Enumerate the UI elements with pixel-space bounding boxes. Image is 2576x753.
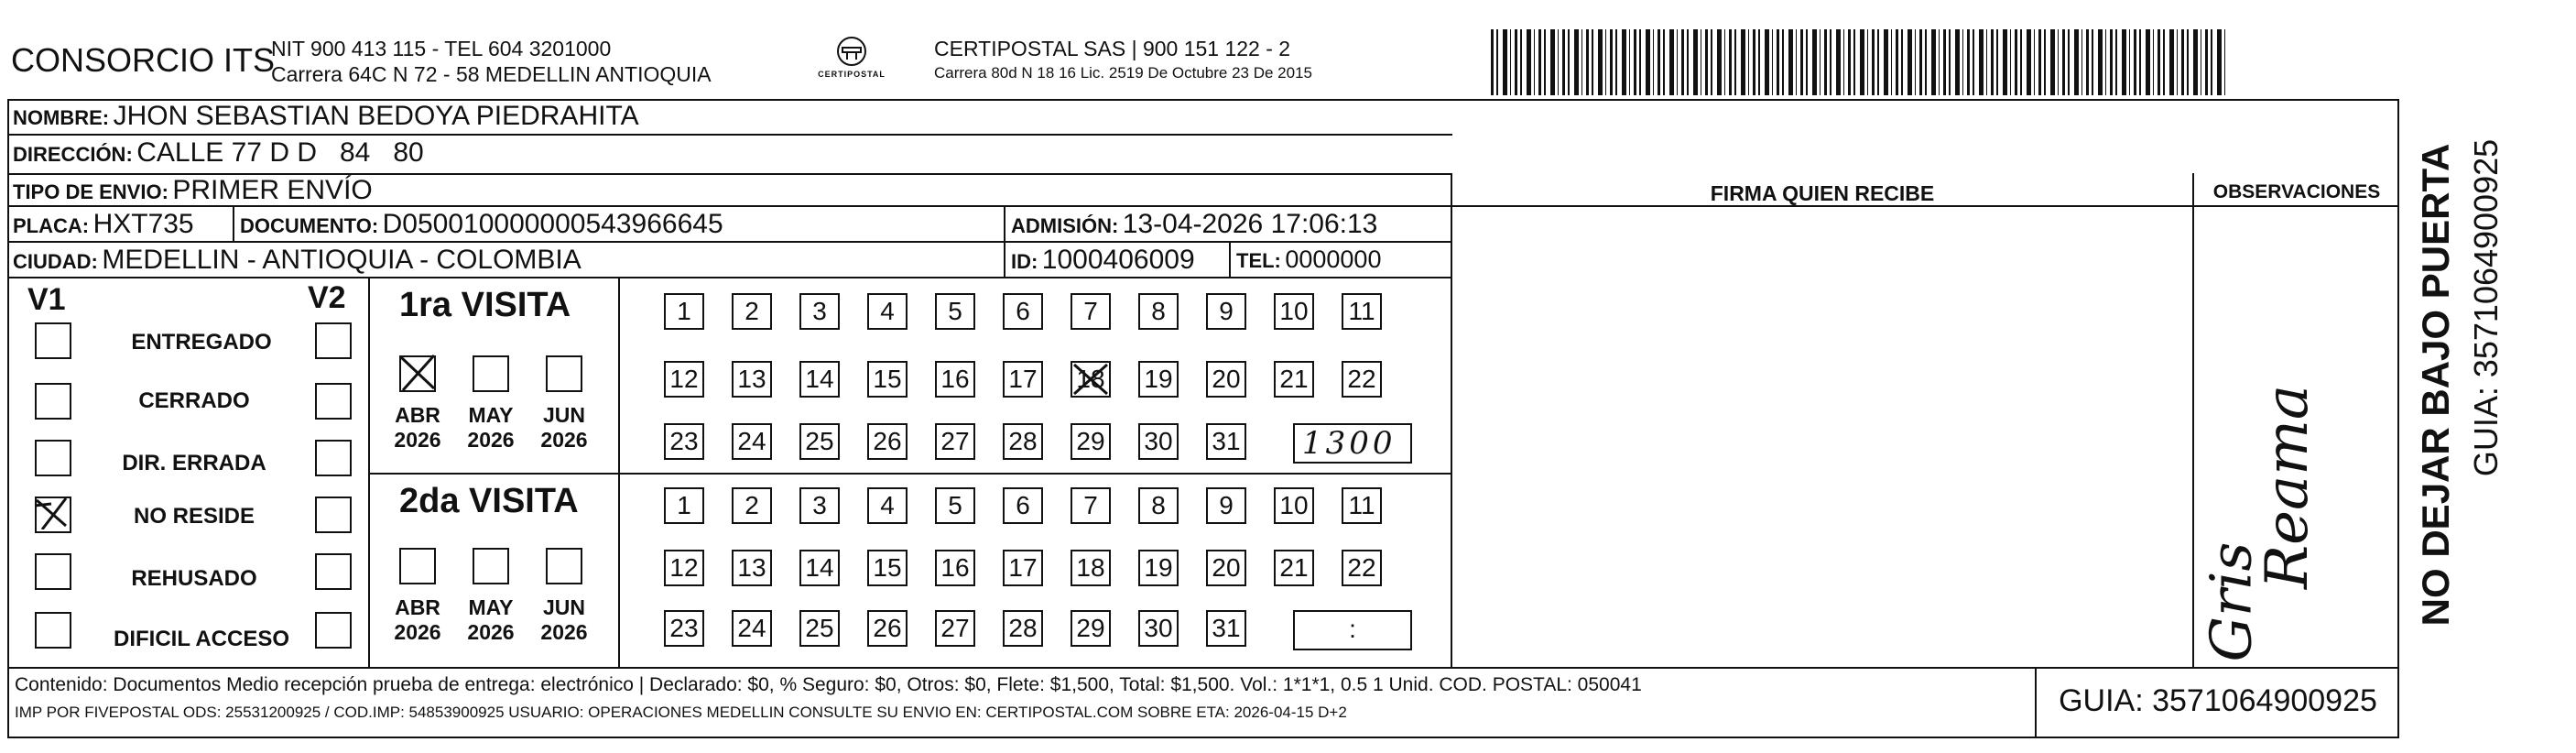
documento-field xyxy=(240,209,723,240)
status-cerrado: CERRADO xyxy=(138,388,250,413)
v1-checkbox-no-reside[interactable] xyxy=(35,497,71,533)
first-day-23[interactable]: 23 xyxy=(664,423,704,460)
side-guia xyxy=(2463,128,2509,641)
first-day-29[interactable]: 29 xyxy=(1071,423,1111,460)
second-day-31[interactable]: 31 xyxy=(1206,610,1246,647)
second-day-17[interactable]: 17 xyxy=(1003,550,1043,586)
second-day-14[interactable]: 14 xyxy=(799,550,840,586)
side-note xyxy=(2408,128,2463,641)
first-day-6[interactable]: 6 xyxy=(1003,293,1043,330)
handwritten-observation xyxy=(2194,207,2399,667)
first-day-17[interactable]: 17 xyxy=(1003,361,1043,398)
second-day-3[interactable]: 3 xyxy=(799,487,840,524)
second-day-12[interactable]: 12 xyxy=(664,550,704,586)
first-day-9[interactable]: 9 xyxy=(1206,293,1246,330)
second-day-28[interactable]: 28 xyxy=(1003,610,1043,647)
tipo-envio-field xyxy=(13,175,373,206)
first-month-label-may: MAY 2026 xyxy=(467,403,515,452)
v2-checkbox-cerrado[interactable] xyxy=(315,383,352,420)
status-entregado: ENTREGADO xyxy=(131,330,272,355)
admision-field xyxy=(1011,209,1377,240)
first-day-1[interactable]: 1 xyxy=(664,293,704,330)
second-day-25[interactable]: 25 xyxy=(799,610,840,647)
first-day-11[interactable]: 11 xyxy=(1342,293,1382,330)
first-day-24[interactable]: 24 xyxy=(732,423,772,460)
second-day-4[interactable]: 4 xyxy=(867,487,908,524)
logo-text: CERTIPOSTAL xyxy=(818,70,886,79)
v1-checkbox-dificil-acceso[interactable] xyxy=(35,612,71,649)
second-day-13[interactable]: 13 xyxy=(732,550,772,586)
side-note-text: NO DEJAR BAJO PUERTA xyxy=(2414,143,2457,627)
second-month-label-jun: JUN 2026 xyxy=(540,595,588,644)
second-day-22[interactable]: 22 xyxy=(1342,550,1382,586)
id-field xyxy=(1011,245,1195,276)
placa-label: PLACA: xyxy=(13,214,90,237)
second-day-26[interactable]: 26 xyxy=(867,610,908,647)
v1-checkbox-cerrado[interactable] xyxy=(35,383,71,420)
v1-label: V1 xyxy=(27,282,66,317)
second-month-checkbox-jun[interactable] xyxy=(546,548,582,584)
ciudad-value: MEDELLIN - ANTIOQUIA - COLOMBIA xyxy=(102,245,582,275)
v2-checkbox-entregado[interactable] xyxy=(315,322,352,359)
second-day-21[interactable]: 21 xyxy=(1274,550,1314,586)
second-day-9[interactable]: 9 xyxy=(1206,487,1246,524)
company-name: CONSORCIO ITS xyxy=(11,41,276,79)
first-day-12[interactable]: 12 xyxy=(664,361,704,398)
footer-guia: GUIA: 3571064900925 xyxy=(2059,683,2377,718)
nombre-value: JHON SEBASTIAN BEDOYA PIEDRAHITA xyxy=(113,101,639,131)
side-guia-text: GUIA: 3571064900925 xyxy=(2467,138,2505,477)
second-day-20[interactable]: 20 xyxy=(1206,550,1246,586)
first-day-21[interactable]: 21 xyxy=(1274,361,1314,398)
tipo-envio-value: PRIMER ENVÍO xyxy=(172,175,373,205)
first-day-27[interactable]: 27 xyxy=(935,423,975,460)
handwriting-line-1: Reama xyxy=(2254,384,2321,589)
first-visit-time-handwritten: 1300 xyxy=(1302,425,1397,462)
second-day-5[interactable]: 5 xyxy=(935,487,975,524)
nombre-field xyxy=(13,101,639,132)
second-month-label-may: MAY 2026 xyxy=(467,595,515,644)
placa-value: HXT735 xyxy=(92,209,194,239)
first-day-5[interactable]: 5 xyxy=(935,293,975,330)
second-day-29[interactable]: 29 xyxy=(1071,610,1111,647)
certipostal-logo xyxy=(815,35,888,86)
second-day-11[interactable]: 11 xyxy=(1342,487,1382,524)
first-month-label-jun: JUN 2026 xyxy=(540,403,588,452)
admision-value: 13-04-2026 17:06:13 xyxy=(1122,209,1378,239)
first-month-label-abr: ABR 2026 xyxy=(394,403,441,452)
v2-checkbox-dificil-acceso[interactable] xyxy=(315,612,352,649)
placa-field xyxy=(13,209,194,240)
second-day-2[interactable]: 2 xyxy=(732,487,772,524)
first-day-3[interactable]: 3 xyxy=(799,293,840,330)
first-day-25[interactable]: 25 xyxy=(799,423,840,460)
status-rehusado: REHUSADO xyxy=(131,566,257,591)
day-cross-icon xyxy=(1071,361,1111,398)
company-nit: NIT 900 413 115 - TEL 604 3201000 xyxy=(271,37,612,60)
first-day-14[interactable]: 14 xyxy=(799,361,840,398)
second-day-24[interactable]: 24 xyxy=(732,610,772,647)
first-day-20[interactable]: 20 xyxy=(1206,361,1246,398)
second-day-15[interactable]: 15 xyxy=(867,550,908,586)
second-day-10[interactable]: 10 xyxy=(1274,487,1314,524)
status-no-reside: NO RESIDE xyxy=(133,504,255,529)
tel-label: TEL: xyxy=(1236,249,1281,272)
documento-label: DOCUMENTO: xyxy=(240,214,379,237)
tel-field xyxy=(1236,246,1381,274)
second-day-18[interactable]: 18 xyxy=(1071,550,1111,586)
first-day-2[interactable]: 2 xyxy=(732,293,772,330)
admision-label: ADMISIÓN: xyxy=(1011,214,1119,237)
first-visit-title: 1ra VISITA xyxy=(399,286,571,324)
first-day-31[interactable]: 31 xyxy=(1206,423,1246,460)
footer-contenido: Contenido: Documentos Medio recepción prueba de entrega: electrónico | Declarado: $0, % Seguro: $0, Otros: $0, Flete: $1,500, Total: $1,500. Vol.: 1*1*1, 0.5 1 Unid. COD. POSTAL: 050041 xyxy=(15,674,1642,695)
status-dir-errada: DIR. ERRADA xyxy=(122,451,266,475)
second-day-16[interactable]: 16 xyxy=(935,550,975,586)
second-day-1[interactable]: 1 xyxy=(664,487,704,524)
first-day-10[interactable]: 10 xyxy=(1274,293,1314,330)
id-label: ID: xyxy=(1011,250,1038,273)
carrier-name: CERTIPOSTAL SAS | 900 151 122 - 2 xyxy=(934,37,1291,60)
first-month-checkbox-jun[interactable] xyxy=(546,355,582,392)
carrier-address: Carrera 80d N 18 16 Lic. 2519 De Octubre 23 De 2015 xyxy=(934,64,1312,82)
second-visit-time-box[interactable] xyxy=(1293,610,1412,650)
second-day-23[interactable]: 23 xyxy=(664,610,704,647)
cross-mark-icon xyxy=(397,352,438,392)
first-day-28[interactable]: 28 xyxy=(1003,423,1043,460)
tel-value: 0000000 xyxy=(1285,246,1382,273)
v2-checkbox-rehusado[interactable] xyxy=(315,553,352,590)
second-month-label-abr: ABR 2026 xyxy=(394,595,441,644)
v2-checkbox-no-reside[interactable] xyxy=(315,497,352,533)
ciudad-field xyxy=(13,245,582,276)
barcode xyxy=(1491,29,2227,95)
first-month-checkbox-abr[interactable] xyxy=(399,355,436,392)
company-address: Carrera 64C N 72 - 58 MEDELLIN ANTIOQUIA xyxy=(271,62,712,86)
v2-checkbox-dir-errada[interactable] xyxy=(315,440,352,476)
check-mark-icon xyxy=(33,493,70,529)
second-month-checkbox-abr[interactable] xyxy=(399,548,436,584)
observaciones-label: OBSERVACIONES xyxy=(2212,181,2381,202)
second-day-8[interactable]: 8 xyxy=(1138,487,1179,524)
direccion-field xyxy=(13,137,424,169)
handwriting-line-2: Gris xyxy=(2197,541,2265,662)
second-visit-time-placeholder: : xyxy=(1349,615,1356,643)
second-day-19[interactable]: 19 xyxy=(1138,550,1179,586)
v1-checkbox-dir-errada[interactable] xyxy=(35,440,71,476)
tipo-envio-label: TIPO DE ENVIO: xyxy=(13,180,168,203)
footer-imp: IMP POR FIVEPOSTAL ODS: 25531200925 / COD.IMP: 54853900925 USUARIO: OPERACIONES MEDELLIN CONSULTE SU ENVIO EN: CERTIPOSTAL.COM SOBRE ETA: 2026-04-15 D+2 xyxy=(15,704,1347,721)
first-day-13[interactable]: 13 xyxy=(732,361,772,398)
first-day-26[interactable]: 26 xyxy=(867,423,908,460)
firma-label: FIRMA QUIEN RECIBE xyxy=(1710,181,1935,205)
first-day-7[interactable]: 7 xyxy=(1071,293,1111,330)
signature-area[interactable] xyxy=(1452,207,2192,667)
first-day-22[interactable]: 22 xyxy=(1342,361,1382,398)
second-month-checkbox-may[interactable] xyxy=(473,548,509,584)
second-visit-title: 2da VISITA xyxy=(399,482,579,520)
v2-label: V2 xyxy=(308,280,346,315)
second-day-30[interactable]: 30 xyxy=(1138,610,1179,647)
first-day-4[interactable]: 4 xyxy=(867,293,908,330)
first-day-15[interactable]: 15 xyxy=(867,361,908,398)
first-month-checkbox-may[interactable] xyxy=(473,355,509,392)
first-day-30[interactable]: 30 xyxy=(1138,423,1179,460)
second-day-7[interactable]: 7 xyxy=(1071,487,1111,524)
first-day-16[interactable]: 16 xyxy=(935,361,975,398)
first-day-18[interactable]: 18 xyxy=(1071,361,1111,398)
first-day-19[interactable]: 19 xyxy=(1138,361,1179,398)
direccion-value: CALLE 77 D D 84 80 xyxy=(136,137,424,168)
nombre-label: NOMBRE: xyxy=(13,106,110,129)
v1-checkbox-rehusado[interactable] xyxy=(35,553,71,590)
v1-checkbox-entregado[interactable] xyxy=(35,322,71,359)
id-value: 1000406009 xyxy=(1041,245,1195,275)
first-day-8[interactable]: 8 xyxy=(1138,293,1179,330)
status-dificil-acceso: DIFICIL ACCESO xyxy=(113,627,289,651)
second-day-27[interactable]: 27 xyxy=(935,610,975,647)
first-visit-time-box[interactable] xyxy=(1293,423,1412,464)
documento-value: D050010000000543966645 xyxy=(382,209,723,239)
direccion-label: DIRECCIÓN: xyxy=(13,143,133,166)
second-day-6[interactable]: 6 xyxy=(1003,487,1043,524)
ciudad-label: CIUDAD: xyxy=(13,250,98,273)
